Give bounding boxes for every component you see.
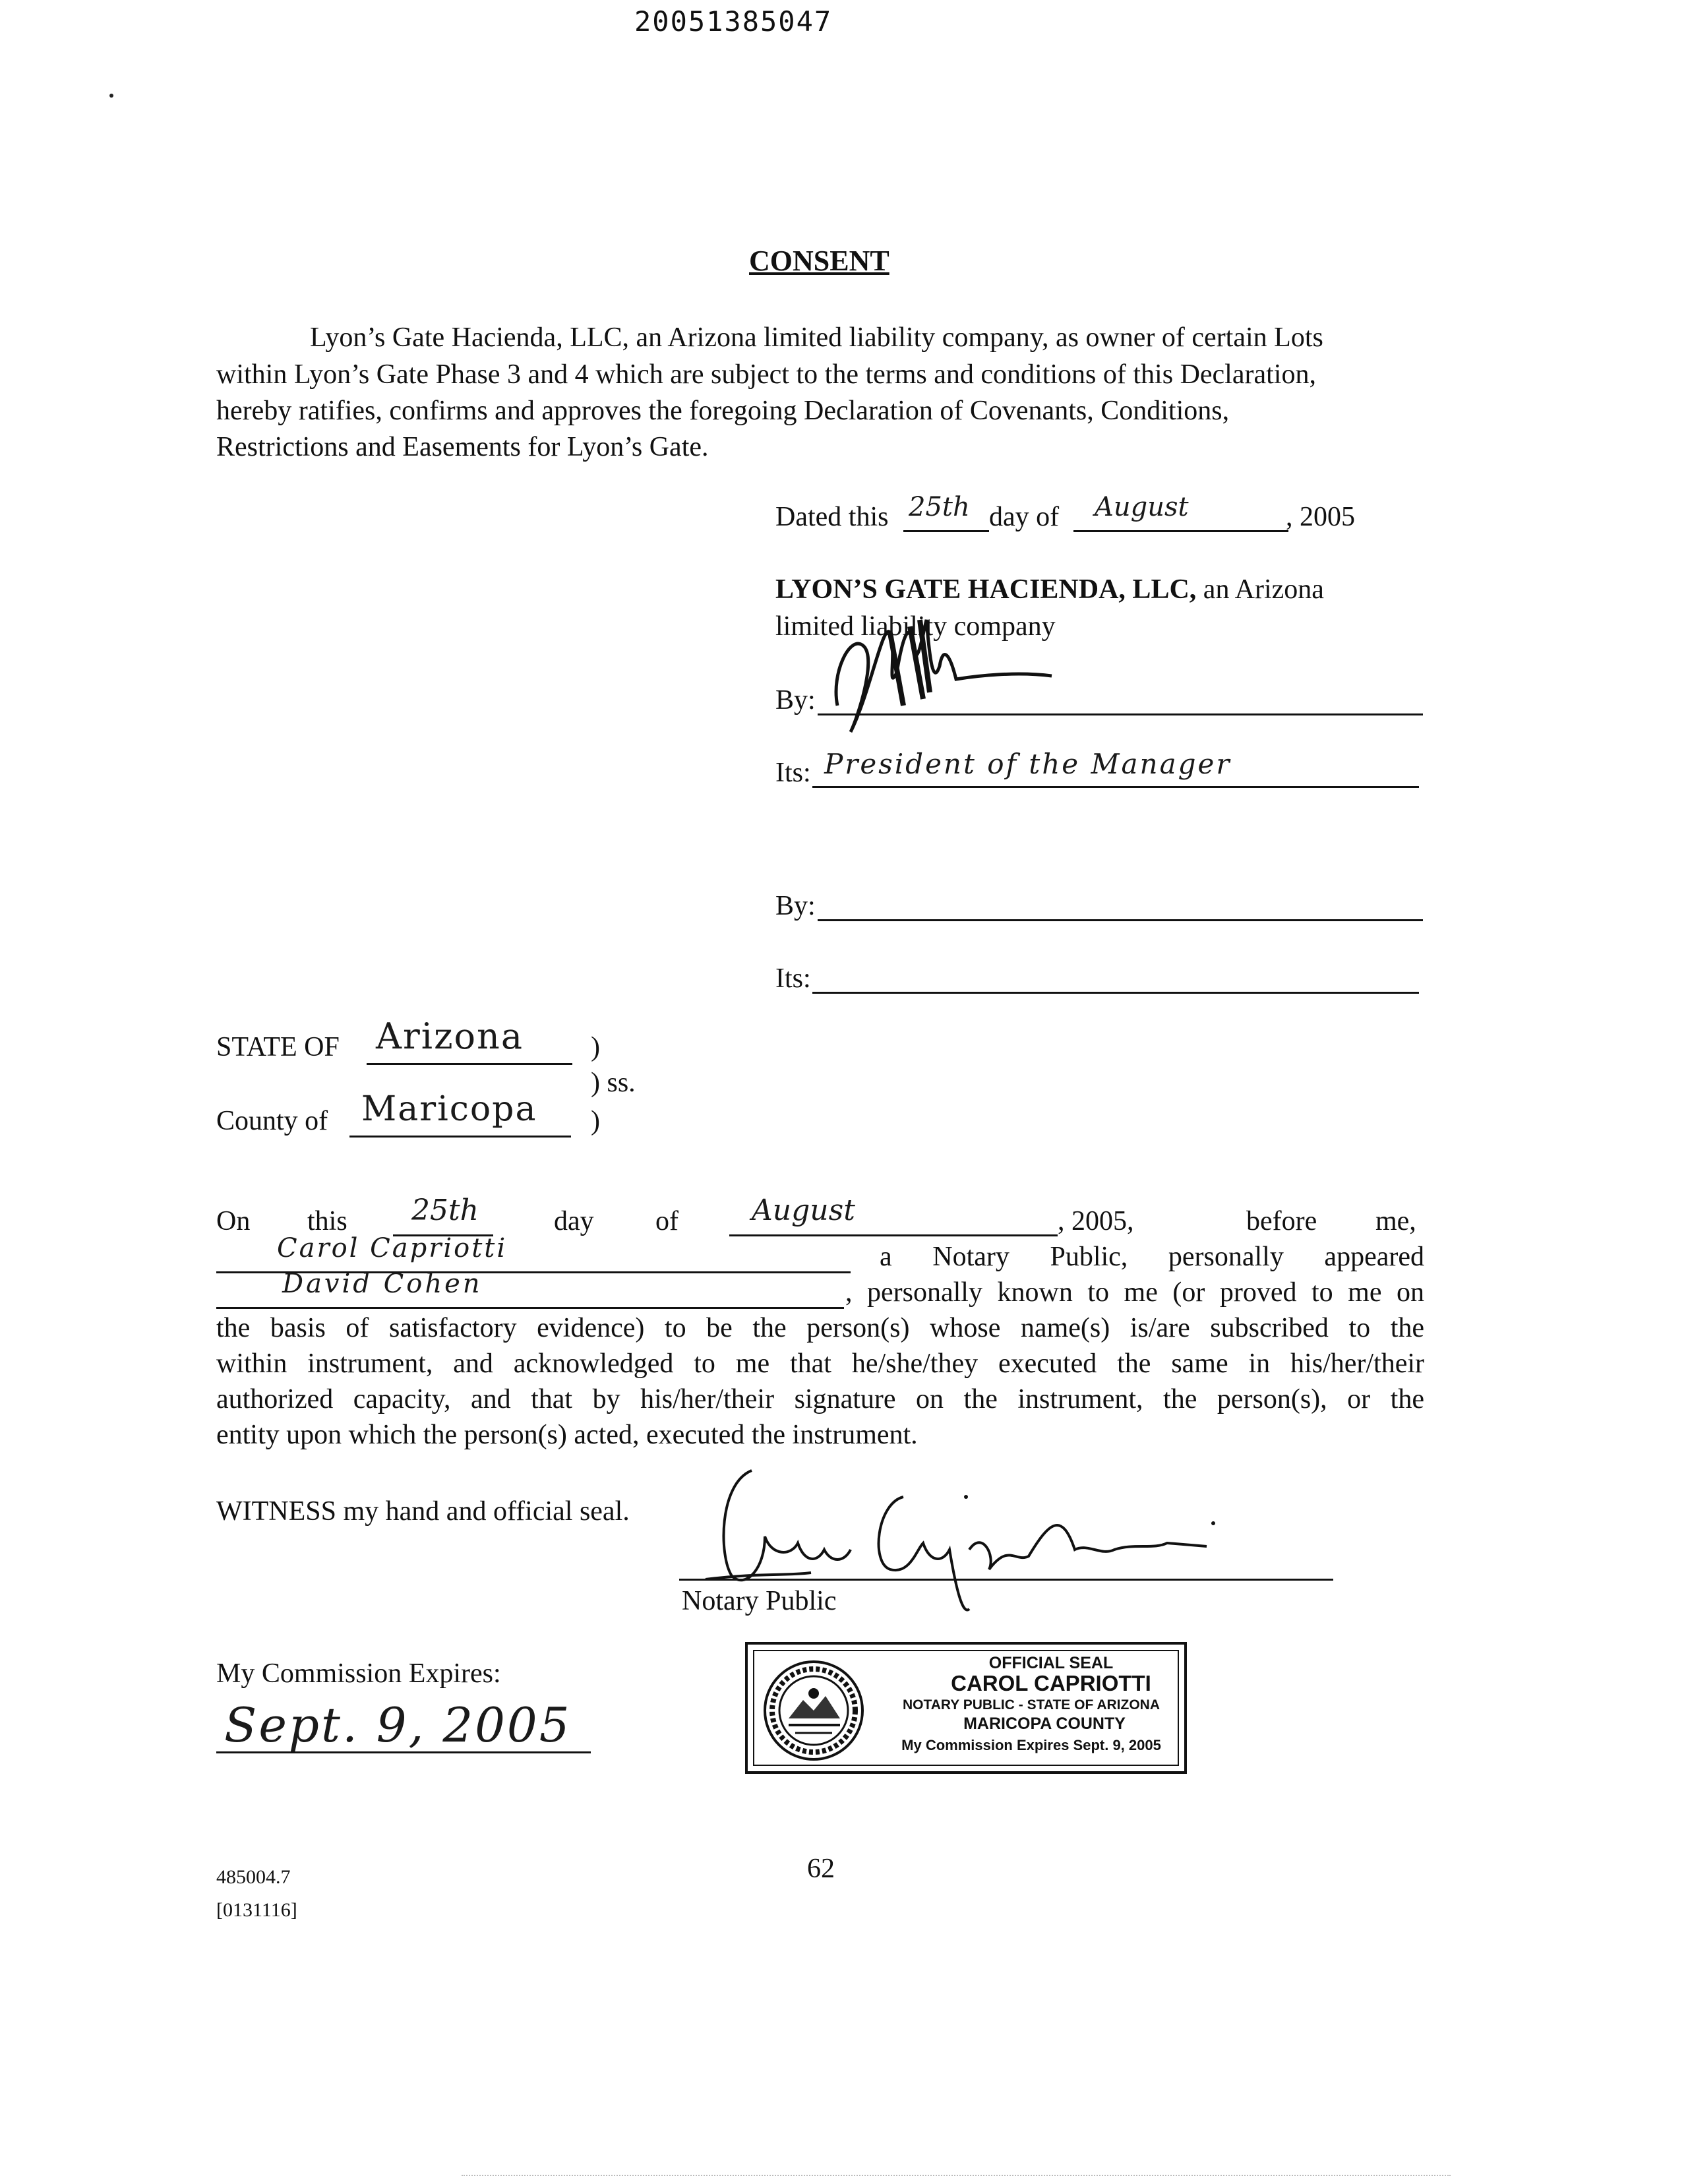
consent-line-3: hereby ratifies, confirms and approves the foregoing Declaration of Covenants, Conditions, [216, 396, 1230, 426]
notary-public-label: Notary Public [682, 1586, 837, 1616]
arizona-state-seal-icon [762, 1659, 865, 1762]
footer-ref: [0131116] [216, 1899, 297, 1921]
np-word-of: of [655, 1206, 678, 1236]
np-line-2-rest: a Notary Public, personally appeared [880, 1242, 1424, 1272]
page-number: 62 [807, 1854, 835, 1884]
commission-date-handwritten: Sept. 9, 2005 [224, 1697, 572, 1753]
venue-ss: ) ss. [591, 1068, 636, 1098]
company-suffix: an Arizona [1203, 574, 1324, 605]
np-word-year: , 2005, [1058, 1206, 1134, 1236]
by-2-label: By: [775, 891, 816, 921]
scan-speck [109, 94, 113, 98]
company-line-2: limited liability company [775, 611, 1056, 642]
dated-day-handwritten: 25th [909, 492, 970, 522]
notary-signature-line [679, 1579, 1333, 1581]
document-number: 20051385047 [634, 5, 833, 38]
by-2-line [818, 919, 1423, 921]
its-label: Its: [775, 758, 811, 788]
its-line [812, 786, 1419, 788]
footer-doc-id: 485004.7 [216, 1866, 291, 1888]
dated-mid: day of [989, 502, 1060, 532]
np-day-handwritten: 25th [411, 1194, 479, 1227]
dated-month-handwritten: August [1095, 492, 1189, 522]
its-2-line [812, 992, 1419, 994]
state-label: STATE OF [216, 1032, 340, 1062]
np-word-on: On [216, 1206, 251, 1236]
seal-line-3: NOTARY PUBLIC - STATE OF ARIZONA [902, 1697, 1160, 1713]
county-label: County of [216, 1106, 328, 1136]
np-line-6: authorized capacity, and that by his/her/their signature on the instrument, the person(s), or the [216, 1384, 1424, 1414]
np-month-handwritten: August [752, 1194, 855, 1227]
its-handwritten: President of the Manager [824, 748, 1232, 780]
commission-line [216, 1751, 591, 1753]
scan-noise [462, 2175, 1451, 2179]
official-seal-stamp [745, 1642, 1187, 1774]
company-signature [824, 593, 1062, 745]
np-word-me: me, [1375, 1206, 1416, 1236]
by-signature-line [818, 713, 1423, 715]
np-notary-name-handwritten: Carol Capriotti [277, 1233, 508, 1263]
consent-line-1: Lyon’s Gate Hacienda, LLC, an Arizona limited liability company, as owner of certain Lots [310, 322, 1323, 353]
by-label: By: [775, 685, 816, 715]
venue-paren-3: ) [591, 1106, 600, 1136]
consent-line-4: Restrictions and Easements for Lyon’s Gate. [216, 432, 709, 462]
company-name: LYON’S GATE HACIENDA, LLC, [775, 574, 1197, 605]
county-line [349, 1136, 571, 1138]
seal-line-4: MARICOPA COUNTY [963, 1714, 1126, 1733]
np-month-line [729, 1234, 1058, 1236]
np-line-7: entity upon which the person(s) acted, executed the instrument. [216, 1420, 918, 1450]
np-word-before: before [1246, 1206, 1317, 1236]
state-handwritten: Arizona [376, 1016, 524, 1057]
commission-label: My Commission Expires: [216, 1658, 501, 1689]
consent-line-2: within Lyon’s Gate Phase 3 and 4 which are subject to the terms and conditions of this Declaration, [216, 359, 1316, 390]
np-word-day: day [554, 1206, 594, 1236]
np-person-handwritten: David Cohen [282, 1269, 483, 1299]
venue-paren-1: ) [591, 1032, 600, 1062]
seal-line-5: My Commission Expires Sept. 9, 2005 [901, 1737, 1161, 1753]
its-2-label: Its: [775, 963, 811, 994]
np-line-5: within instrument, and acknowledged to me that he/she/they executed the same in his/her/their [216, 1349, 1424, 1379]
dated-day-line [903, 530, 989, 532]
page-title: CONSENT [749, 245, 889, 277]
seal-line-1: OFFICIAL SEAL [988, 1654, 1114, 1672]
np-word-this: this [307, 1206, 347, 1236]
dated-year: , 2005 [1286, 502, 1355, 532]
witness-text: WITNESS my hand and official seal. [216, 1496, 630, 1527]
county-handwritten: Maricopa [361, 1089, 537, 1129]
np-line-4: the basis of satisfactory evidence) to be the person(s) whose name(s) is/are subscribed to the [216, 1313, 1424, 1343]
np-person-line [216, 1307, 844, 1309]
seal-line-2: CAROL CAPRIOTTI [951, 1671, 1151, 1695]
dated-month-line [1073, 530, 1288, 532]
state-line [367, 1063, 572, 1065]
np-line-3-rest: , personally known to me (or proved to me on [845, 1277, 1424, 1308]
dated-prefix: Dated this [775, 502, 889, 532]
